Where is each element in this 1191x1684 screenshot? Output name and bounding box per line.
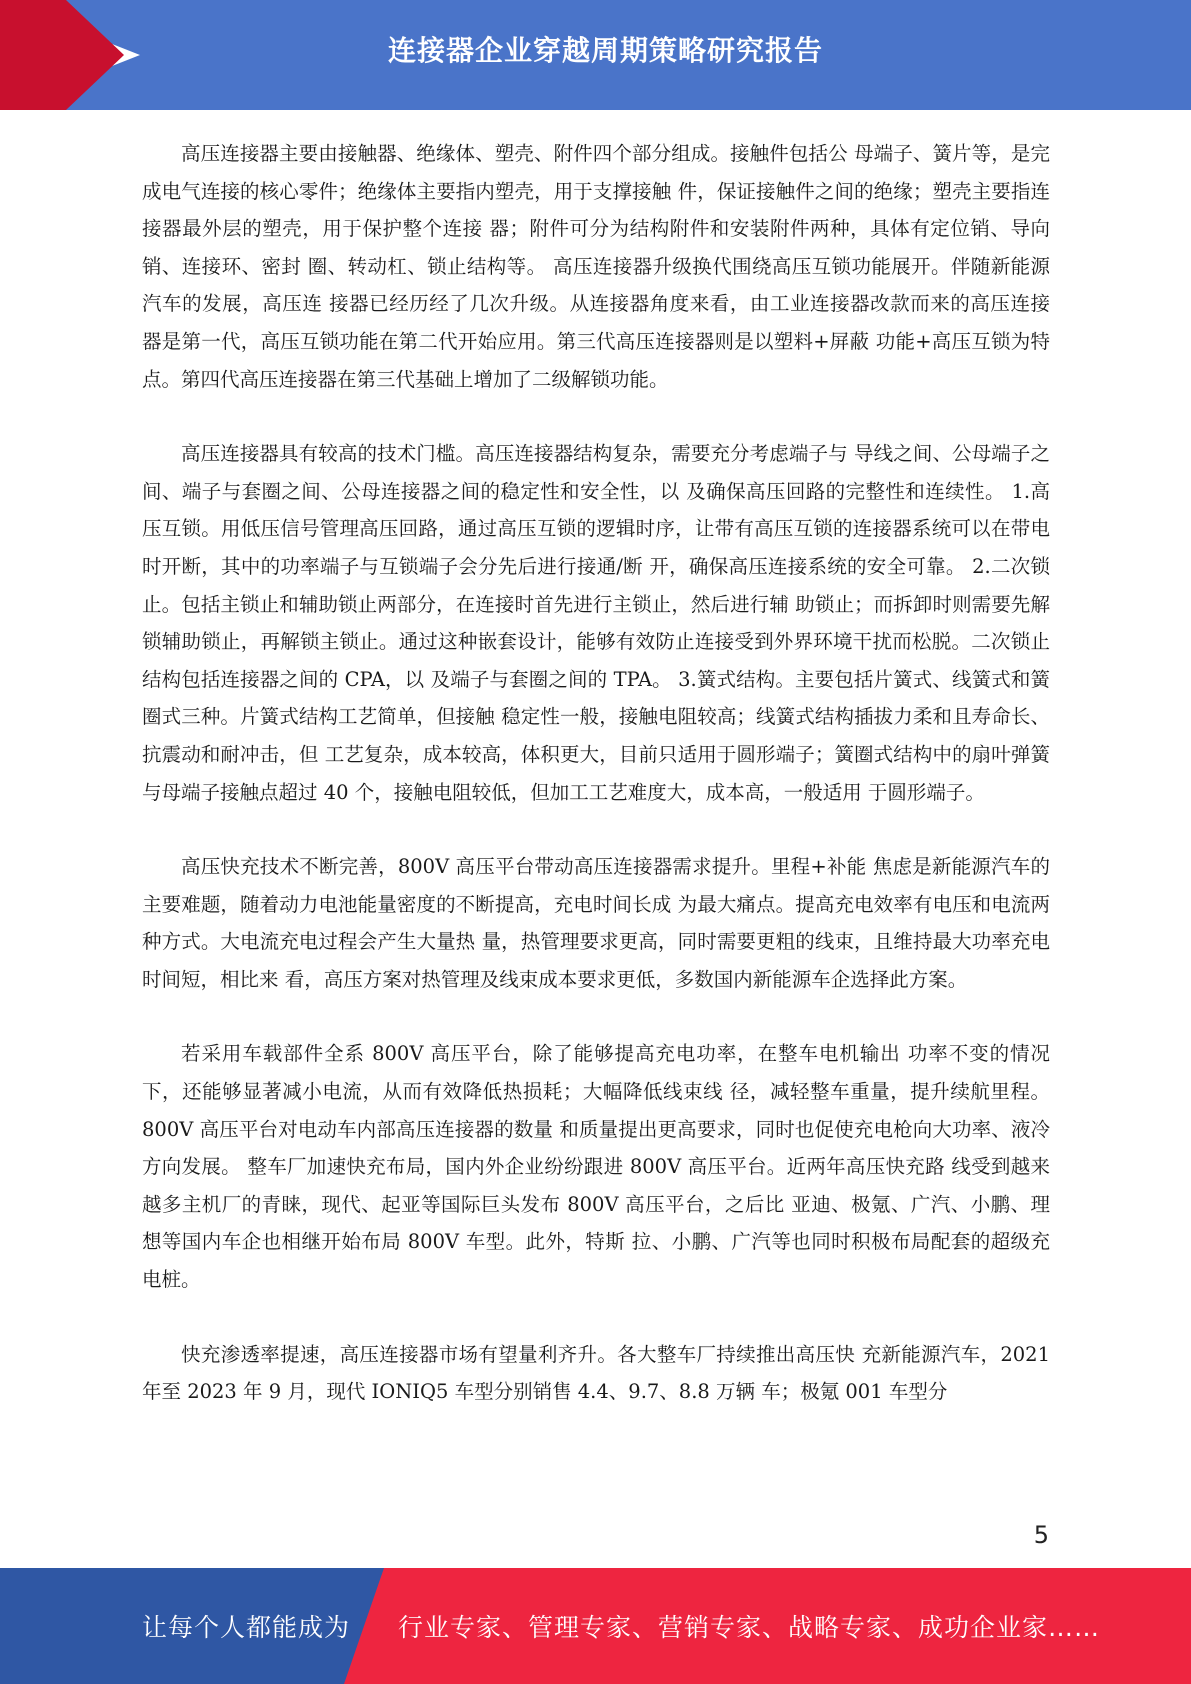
footer-slogan-left: 让每个人都能成为 [142, 1613, 351, 1642]
paragraph: 高压连接器主要由接触器、绝缘体、塑壳、附件四个部分组成。接触件包括公 母端子、簧片等，是完成电气连接的核心零件；绝缘体主要指内塑壳，用于支撑接触 件，保证接触件之间的绝缘；塑壳主要指连接器最外层的塑壳，用于保护整个连接 器；附件可分为结构附件和安装附件两种，具体有定位销、导向销、连接环、密封 圈、转动杠、锁止结构等。 高压连接器升级换代围绕高压互锁功能展开。伴随新能源汽车的发展，高压连 接器已经历经了几次升级。从连接器角度来看，由工业连接器改款而来的高压连接 器是第一代，高压互锁功能在第二代开始应用。第三代高压连接器则是以塑料+屏蔽 功能+高压互锁为特点。第四代高压连接器在第三代基础上增加了二级解锁功能。 [142, 142, 1050, 391]
paragraph: 快充渗透率提速，高压连接器市场有望量利齐升。各大整车厂持续推出高压快 充新能源汽车，2021 年至 2023 年 9 月，现代 IONIQ5 车型分别销售 4.4、9.7、8.8 万辆 车；极氪 001 车型分 [142, 1342, 1050, 1404]
report-title: 连接器企业穿越周期策略研究报告 [387, 34, 823, 67]
paragraph: 高压快充技术不断完善，800V 高压平台带动高压连接器需求提升。里程+补能 焦虑是新能源汽车的主要难题，随着动力电池能量密度的不断提高，充电时间长成 为最大痛点。提高充电效率有电压和电流两种方式。大电流充电过程会产生大量热 量，热管理要求更高，同时需要更粗的线束，且维持最大功率充电时间短，相比来 看，高压方案对热管理及线束成本要求更低，多数国内新能源车企选择此方案。 [142, 855, 1050, 991]
paragraph: 高压连接器具有较高的技术门槛。高压连接器结构复杂，需要充分考虑端子与 导线之间、公母端子之间、端子与套圈之间、公母连接器之间的稳定性和安全性，以 及确保高压回路的完整性和连续性。 1.高压互锁。用低压信号管理高压回路，通过高压互锁的逻辑时序，让带有高压互锁的连接器系统可以在带电时开断，其中的功率端子与互锁端子会分先后进行接通/断 开，确保高压连接系统的安全可靠。 2.二次锁止。包括主锁止和辅助锁止两部分，在连接时首先进行主锁止，然后进行辅 助锁止；而拆卸时则需要先解锁辅助锁止，再解锁主锁止。通过这种嵌套设计，能够有效防止连接受到外界环境干扰而松脱。二次锁止结构包括连接器之间的 CPA，以 及端子与套圈之间的 TPA。 3.簧式结构。主要包括片簧式、线簧式和簧圈式三种。片簧式结构工艺简单，但接触 稳定性一般，接触电阻较高；线簧式结构插拔力柔和且寿命长、抗震动和耐冲击，但 工艺复杂，成本较高，体积更大，目前只适用于圆形端子；簧圈式结构中的扇叶弹簧 与母端子接触点超过 40 个，接触电阻较低，但加工工艺难度大，成本高，一般适用 于圆形端子。 [142, 442, 1050, 804]
document-body [142, 135, 1050, 1448]
paragraph: 若采用车载部件全系 800V 高压平台，除了能够提高充电功率，在整车电机输出 功率不变的情况下，还能够显著减小电流，从而有效降低热损耗；大幅降低线束线 径，减轻整车重量，提升续航里程。800V 高压平台对电动车内部高压连接器的数量 和质量提出更高要求，同时也促使充电枪向大功率、液冷方向发展。 整车厂加速快充布局，国内外企业纷纷跟进 800V 高压平台。近两年高压快充路 线受到越来越多主机厂的青睐，现代、起亚等国际巨头发布 800V 高压平台，之后比 亚迪、极氪、广汽、小鹏、理想等国内车企也相继开始布局 800V 车型。此外，特斯 拉、小鹏、广汽等也同时积极布局配套的超级充电桩。 [142, 1042, 1050, 1292]
page-number: 5 [1033, 1521, 1049, 1549]
page-footer [0, 1568, 1191, 1684]
page-header [0, 0, 1191, 110]
footer-slogan-right: 行业专家、管理专家、营销专家、战略专家、成功企业家…… [398, 1613, 1101, 1642]
